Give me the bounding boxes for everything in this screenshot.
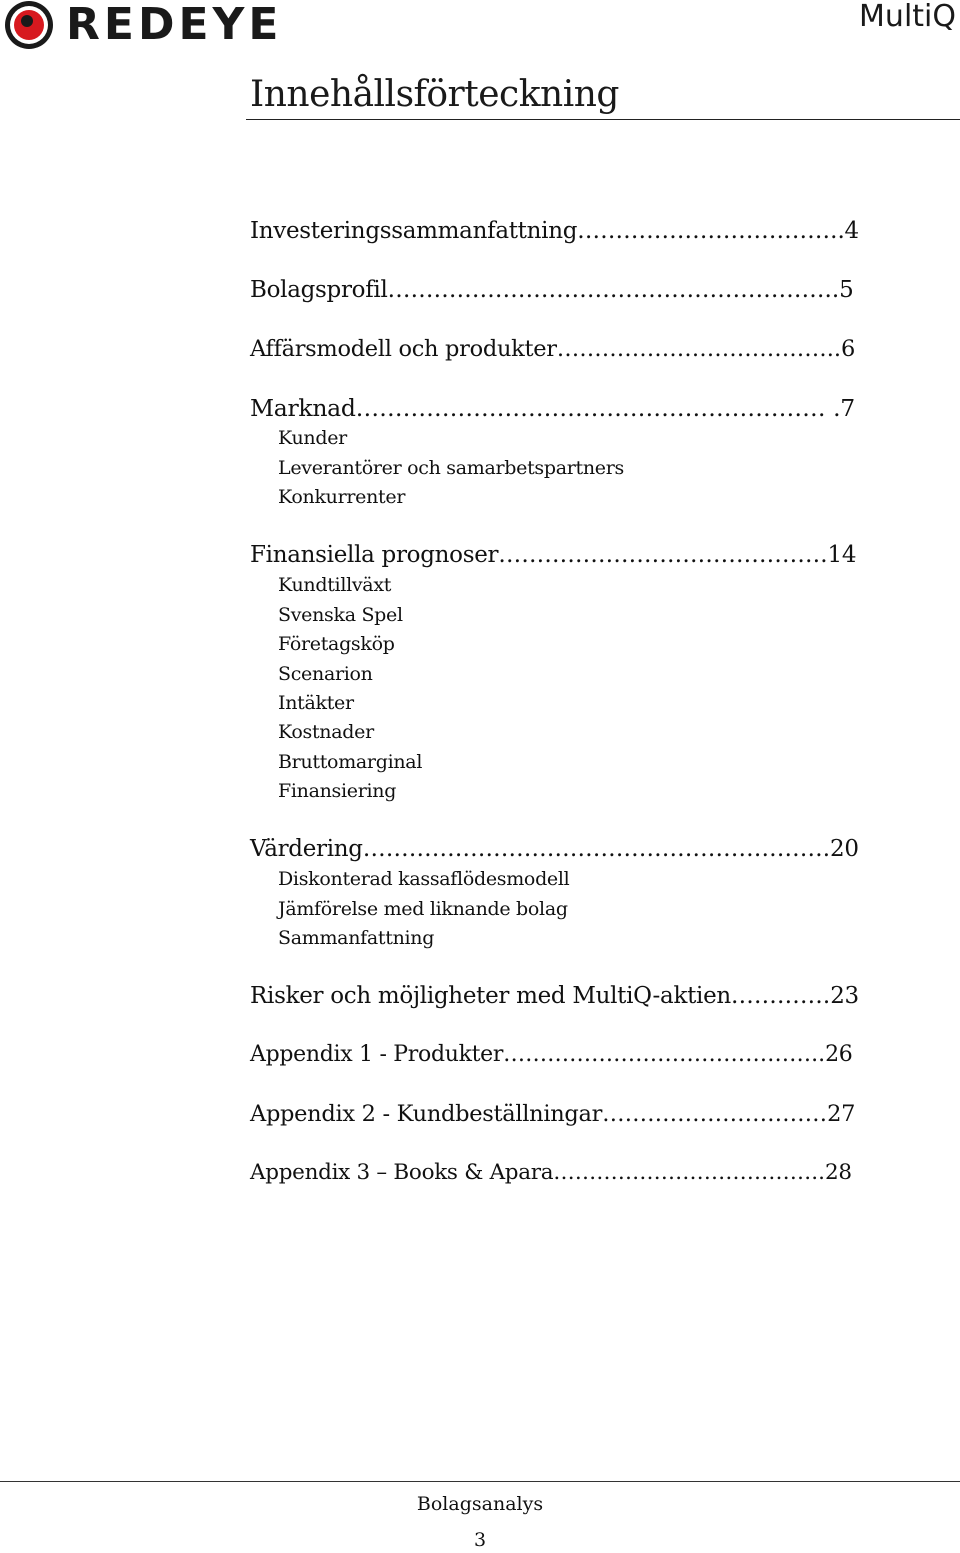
footer-divider [0, 1481, 960, 1482]
toc-entry-investeringssammanfattning[interactable] [250, 216, 859, 246]
toc-page-number: 20 [830, 836, 859, 862]
toc-entry-marknad[interactable] [250, 393, 855, 423]
page-title: Innehållsförteckning [250, 74, 619, 115]
toc-subentry[interactable]: Konkurrenter [278, 486, 406, 508]
company-name: MultiQ [859, 0, 956, 34]
toc-subentry[interactable]: Kunder [278, 427, 347, 449]
toc-entry-label: Risker och möjligheter med MultiQ-aktien [250, 983, 731, 1009]
toc-subentry[interactable]: Scenarion [278, 663, 373, 685]
toc-subentry[interactable]: Finansiering [278, 780, 397, 802]
toc-entry-label: Investeringssammanfattning [250, 218, 578, 244]
toc-page-number: 27 [827, 1101, 856, 1127]
toc-page-number: 6 [841, 336, 856, 362]
toc-entry-affarsmodell[interactable] [250, 334, 855, 364]
toc-leader-dots: ……………………………….. [556, 336, 842, 362]
toc-subentry[interactable]: Bruttomarginal [278, 751, 423, 773]
toc-page-number: .4 [837, 218, 859, 244]
toc-entry-appendix-1[interactable] [250, 1040, 853, 1070]
toc-subentry[interactable]: Kostnader [278, 721, 374, 743]
toc-leader-dots: ……………………………………. [498, 542, 828, 568]
toc-subentry[interactable]: Företagsköp [278, 633, 395, 655]
toc-entry-label: Appendix 3 – Books & Apara [250, 1160, 554, 1185]
page-number: 3 [473, 1529, 487, 1551]
toc-leader-dots: ……………………………. [577, 218, 838, 244]
footer-label: Bolagsanalys [416, 1493, 544, 1515]
toc-subentry[interactable]: Kundtillväxt [278, 574, 392, 596]
toc-subentry[interactable]: Diskonterad kassaflödesmodell [278, 868, 570, 890]
toc-page-number: 23 [830, 983, 859, 1009]
toc-subentry[interactable]: Jämförelse med liknande bolag [278, 898, 568, 920]
toc-page-number: 5 [839, 277, 854, 303]
title-divider [246, 119, 960, 120]
toc-subentry[interactable]: Svenska Spel [278, 604, 403, 626]
toc-entry-label: Finansiella prognoser [250, 542, 499, 568]
toc-subentry[interactable]: Leverantörer och samarbetspartners [278, 457, 624, 479]
toc-subentry[interactable]: Sammanfattning [278, 927, 435, 949]
toc-entry-label: Appendix 2 - Kundbeställningar [250, 1101, 603, 1127]
toc-entry-finansiella-prognoser[interactable] [250, 540, 856, 570]
toc-leader-dots: …………. [730, 983, 831, 1009]
toc-entry-label: Bolagsprofil [250, 277, 388, 303]
toc-entry-bolagsprofil[interactable] [250, 275, 854, 305]
toc-page-number: .7 [833, 394, 855, 422]
toc-entry-risker[interactable] [250, 981, 859, 1011]
toc-leader-dots: …………………………………………………… [355, 394, 834, 422]
toc-subentry[interactable]: Intäkter [278, 692, 354, 714]
toc-leader-dots: ……………………………….. [553, 1160, 825, 1185]
toc-leader-dots: ……………………………………………………. [362, 836, 831, 862]
toc-entry-label: Marknad [250, 394, 356, 422]
toc-leader-dots: …………………………………….. [503, 1042, 826, 1067]
toc-page-number: 14 [827, 542, 857, 568]
toc-leader-dots: ………………………… [602, 1101, 828, 1127]
redeye-logo [4, 0, 282, 50]
logo-wordmark: REDEYE [66, 0, 283, 50]
toc-entry-appendix-3[interactable] [250, 1158, 852, 1188]
toc-page-number: 28 [824, 1160, 852, 1185]
toc-leader-dots: ………………………………………………….. [387, 277, 840, 303]
redeye-eye-icon [4, 0, 54, 50]
toc-entry-label: Affärsmodell och produkter [250, 336, 557, 362]
toc-page-number: 26 [825, 1042, 853, 1067]
toc-entry-label: Värdering [250, 836, 363, 862]
toc-entry-label: Appendix 1 - Produkter [250, 1042, 504, 1067]
toc-entry-appendix-2[interactable] [250, 1099, 855, 1129]
toc-entry-vardering[interactable] [250, 834, 859, 864]
